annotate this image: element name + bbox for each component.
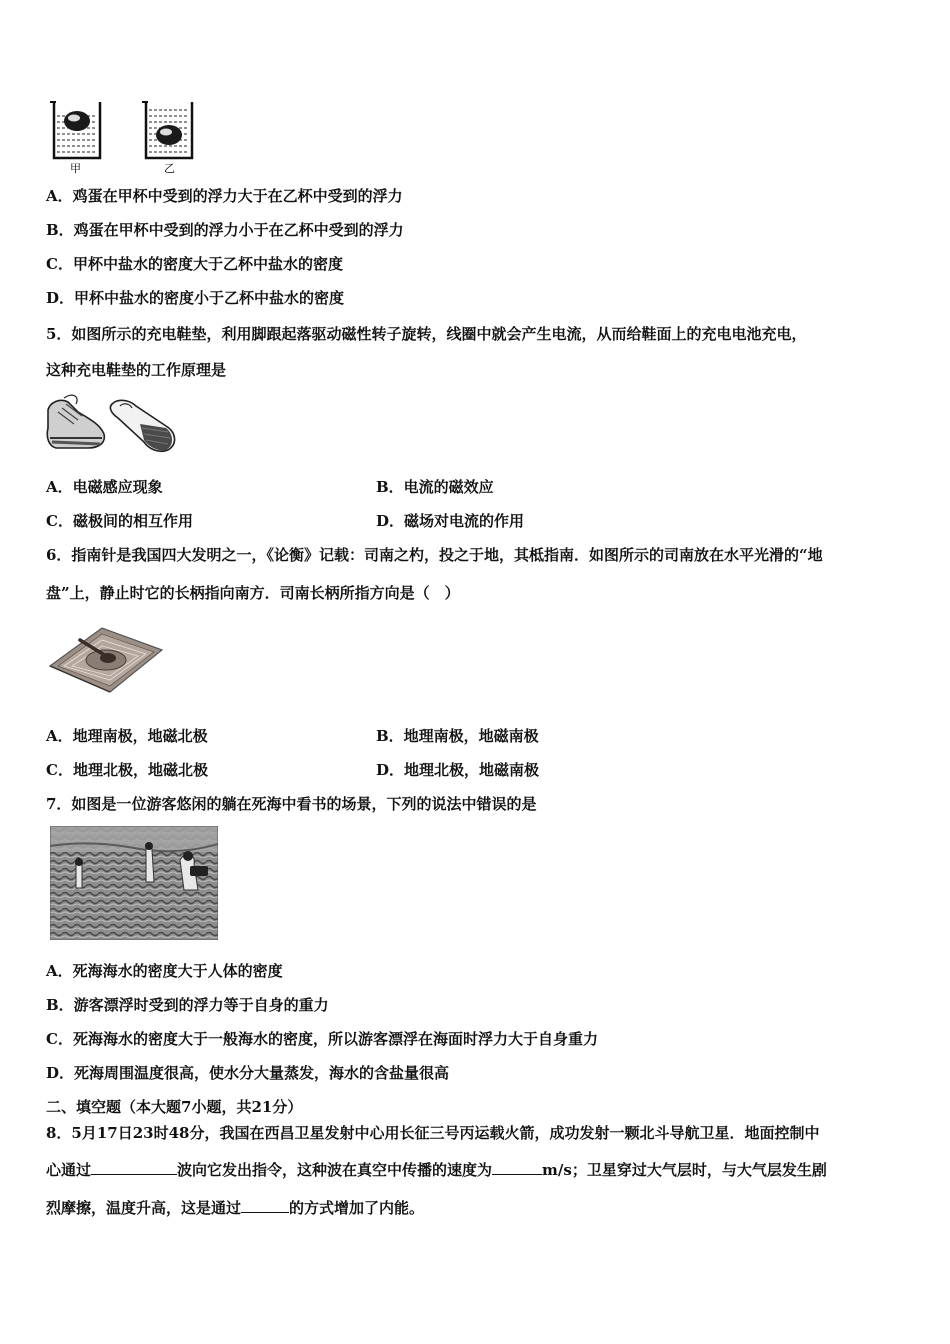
q6-option-b: B．地理南极，地磁南极 xyxy=(376,727,539,745)
q6-option-c: C．地理北极，地磁北极 xyxy=(46,761,208,779)
q4-option-a: A．鸡蛋在甲杯中受到的浮力大于在乙杯中受到的浮力 xyxy=(46,187,403,205)
beakers-figure xyxy=(48,96,208,174)
section-title-fill-in: 二、填空题（本大题7小题，共21分） xyxy=(46,1098,303,1116)
q8-line3-part1: 烈摩擦，温度升高，这是通过 xyxy=(46,1199,242,1217)
beaker-label-jia: 甲 xyxy=(70,162,81,174)
q4-option-d: D．甲杯中盐水的密度小于乙杯中盐水的密度 xyxy=(46,289,345,307)
beaker-label-yi: 乙 xyxy=(164,162,175,174)
q7-option-b: B．游客漂浮时受到的浮力等于自身的重力 xyxy=(46,996,329,1014)
q4-option-b: B．鸡蛋在甲杯中受到的浮力小于在乙杯中受到的浮力 xyxy=(46,221,404,239)
q8-blank-1[interactable] xyxy=(91,1160,177,1175)
shoe-image xyxy=(47,395,104,448)
q6-option-d: D．地理北极，地磁南极 xyxy=(376,761,540,779)
q5-option-a: A．电磁感应现象 xyxy=(46,478,163,496)
sinan-compass-figure xyxy=(46,620,166,696)
q5-stem-line1: 5．如图所示的充电鞋垫，利用脚跟起落驱动磁性转子旋转，线圈中就会产生电流，从而给鞋面上的充电电池充电， xyxy=(46,325,807,343)
q8-line2-part3: m/s；卫星穿过大气层时，与大气层发生剧 xyxy=(542,1161,827,1179)
q7-option-a: A．死海海水的密度大于人体的密度 xyxy=(46,962,283,980)
charging-insole-figure xyxy=(44,392,180,458)
q8-line3 xyxy=(46,1198,424,1218)
q8-blank-2[interactable] xyxy=(492,1160,542,1175)
q6-stem-line1: 6．指南针是我国四大发明之一，《论衡》记载：司南之杓，投之于地，其柢指南．如图所示的司南放在水平光滑的“地 xyxy=(46,546,823,564)
beaker-yi xyxy=(142,102,192,158)
insole-image xyxy=(110,400,174,451)
q5-option-c: C．磁极间的相互作用 xyxy=(46,512,193,530)
q7-option-d: D．死海周围温度很高，使水分大量蒸发，海水的含盐量很高 xyxy=(46,1064,450,1082)
q5-stem-line2: 这种充电鞋垫的工作原理是 xyxy=(46,361,227,379)
q6-option-a: A．地理南极，地磁北极 xyxy=(46,727,208,745)
q4-option-c: C．甲杯中盐水的密度大于乙杯中盐水的密度 xyxy=(46,255,343,273)
q6-stem-line2: 盘”上，静止时它的长柄指向南方．司南长柄所指方向是（ ） xyxy=(46,584,460,602)
beaker-jia xyxy=(50,102,100,158)
q8-line2-part2: 波向它发出指令，这种波在真空中传播的速度为 xyxy=(177,1161,493,1179)
q8-line2 xyxy=(46,1160,827,1180)
q7-option-c: C．死海海水的密度大于一般海水的密度，所以游客漂浮在海面时浮力大于自身重力 xyxy=(46,1030,598,1048)
q8-blank-3[interactable] xyxy=(241,1198,289,1213)
q7-stem: 7．如图是一位游客悠闲的躺在死海中看书的场景，下列的说法中错误的是 xyxy=(46,795,537,813)
q8-line1: 8．5月17日23时48分，我国在西昌卫星发射中心用长征三号丙运载火箭，成功发射一颗北斗导航卫星．地面控制中 xyxy=(46,1124,820,1142)
dead-sea-photo xyxy=(50,826,218,940)
q8-line2-part1: 心通过 xyxy=(46,1161,92,1179)
q5-option-b: B．电流的磁效应 xyxy=(376,478,494,496)
q5-option-d: D．磁场对电流的作用 xyxy=(376,512,525,530)
q8-line3-part2: 的方式增加了内能。 xyxy=(289,1199,425,1217)
